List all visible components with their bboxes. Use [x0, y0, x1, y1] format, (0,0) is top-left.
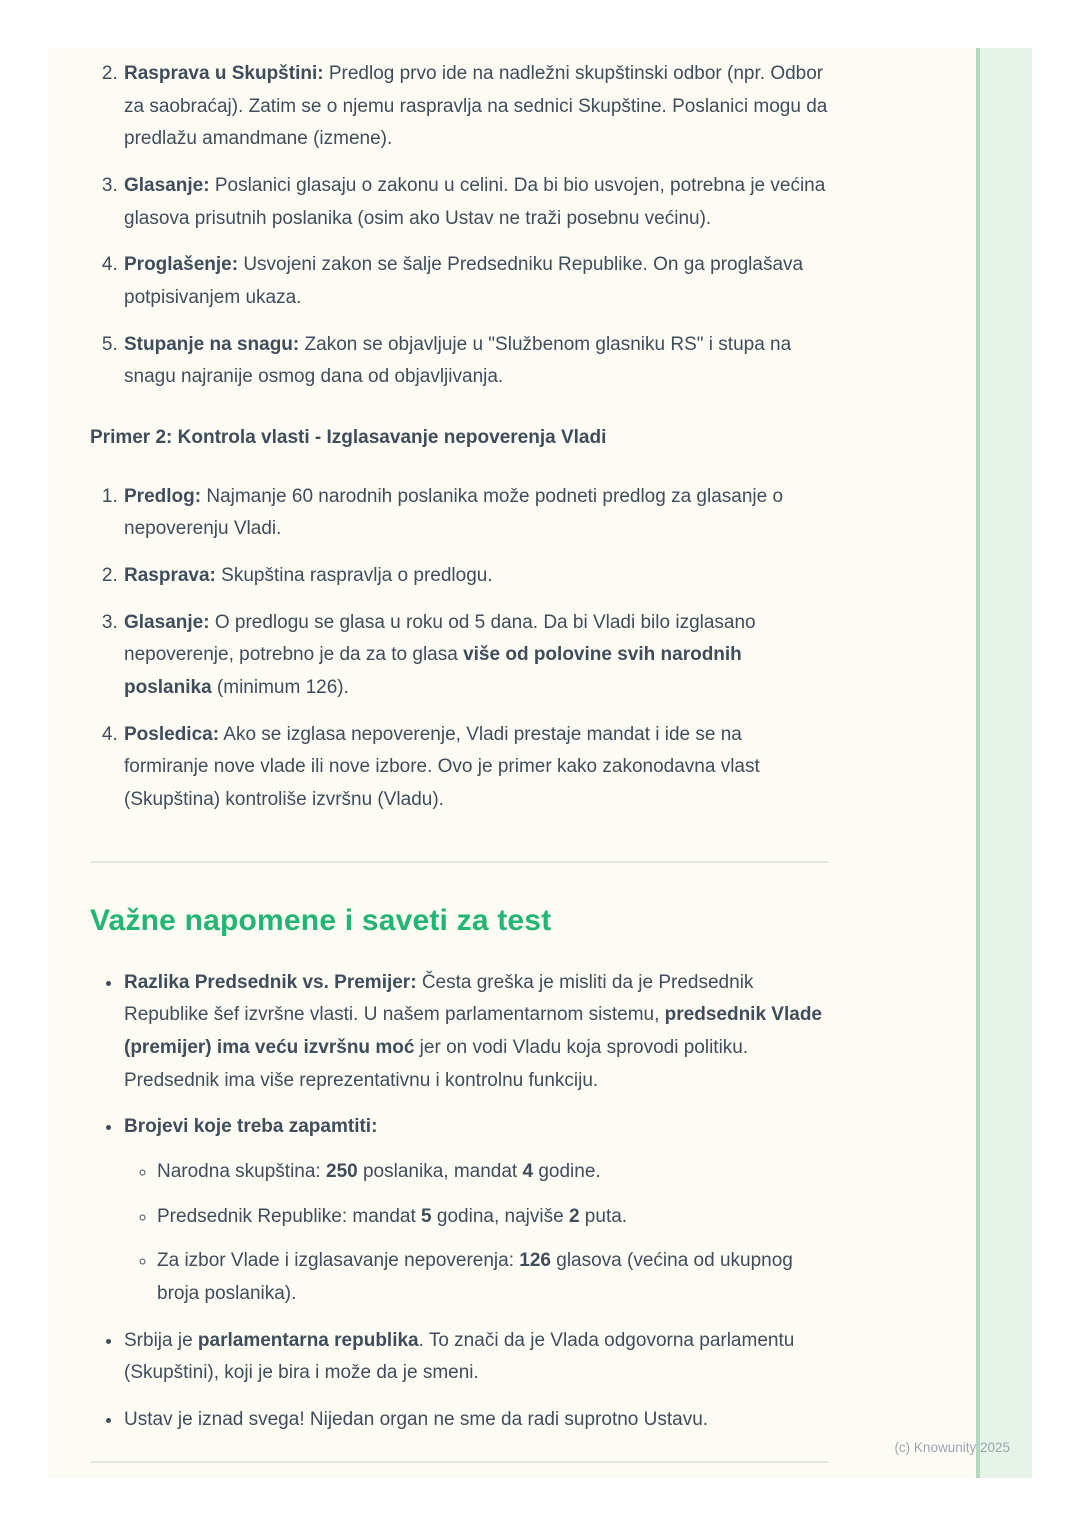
sub-bullet-assembly: ◦ Narodna skupština: 250 poslanika, mandat 4 godine.: [157, 1156, 828, 1189]
section-divider: [90, 861, 828, 863]
sub-bullet-president: ◦ Predsednik Republike: mandat 5 godina, najviše 2 puta.: [157, 1201, 828, 1234]
list-item-rasprava: 2. Rasprava: Skupština raspravlja o predlogu.: [123, 560, 828, 593]
footer-copyright: (c) Knowunity 2025: [894, 1440, 1010, 1455]
list-item-stupanje-na-snagu: 5. Stupanje na snagu: Zakon se objavljuje u "Službenom glasniku RS" i stupa na snagu najranije osmog dana od objavljivanja.: [123, 329, 828, 394]
notes-section-heading: Važne napomene i saveti za test: [90, 903, 552, 937]
bullet-numbers-heading: Brojevi koje treba zapamtiti:: [124, 1116, 378, 1138]
document-page: [48, 48, 1032, 1478]
bottom-divider: [90, 1461, 828, 1463]
no-confidence-list: [90, 481, 828, 817]
list-item-glasanje-2: 3. Glasanje: O predlogu se glasa u roku od 5 dana. Da bi Vladi bilo izglasano nepoverenje, potrebno je da za to glasa više od polovine svih narodnih poslanika (minimum 126).: [123, 607, 828, 705]
law-process-list: [90, 58, 828, 394]
example-2-heading: Primer 2: Kontrola vlasti - Izglasavanje nepoverenja Vladi: [90, 427, 607, 449]
bullet-numbers-to-remember: [123, 1111, 828, 1310]
list-item-posledica: 4. Posledica: Ako se izglasa nepoverenje, Vladi prestaje mandat i ide se na formiranje nove vlade ili nove izbore. Ovo je primer kako zakonodavna vlast (Skupština) kontroliše izvršnu (Vladu).: [123, 719, 828, 817]
list-item-proglasenje: 4. Proglašenje: Usvojeni zakon se šalje Predsedniku Republike. On ga proglašava potpisivanjem ukaza.: [123, 249, 828, 314]
list-item-rasprava-u-skupstini: 2. Rasprava u Skupštini: Predlog prvo ide na nadležni skupštinski odbor (npr. Odbor za saobraćaj). Zatim se o njemu raspravlja na sednici Skupštine. Poslanici mogu da predlažu amandmane (izmene).: [123, 58, 828, 156]
list-item-predlog: 1. Predlog: Najmanje 60 narodnih poslanika može podneti predlog za glasanje o nepoverenju Vladi.: [123, 481, 828, 546]
sub-bullet-votes: ◦ Za izbor Vlade i izglasavanje nepoverenja: 126 glasova (većina od ukupnog broja poslanika).: [157, 1245, 828, 1310]
bullet-president-vs-premier: • Razlika Predsednik vs. Premijer: Česta greška je misliti da je Predsednik Republike šef izvršne vlasti. U našem parlamentarnom sistemu, predsednik Vlade (premijer) ima veću izvršnu moć jer on vodi Vladu koja sprovodi politiku. Predsednik ima više reprezentativnu i kontrolnu funkciju.: [123, 967, 828, 1098]
notes-bullet-list: [90, 967, 828, 1437]
bullet-constitution: • Ustav je iznad svega! Nijedan organ ne sme da radi suprotno Ustavu.: [123, 1404, 828, 1437]
numbers-sub-list: [124, 1156, 828, 1311]
page-content: [48, 48, 1032, 1463]
bullet-parliamentary-republic: • Srbija je parlamentarna republika. To znači da je Vlada odgovorna parlamentu (Skupštini), koji je bira i može da je smeni.: [123, 1325, 828, 1390]
list-item-glasanje: 3. Glasanje: Poslanici glasaju o zakonu u celini. Da bi bio usvojen, potrebna je većina glasova prisutnih poslanika (osim ako Ustav ne traži posebnu većinu).: [123, 170, 828, 235]
